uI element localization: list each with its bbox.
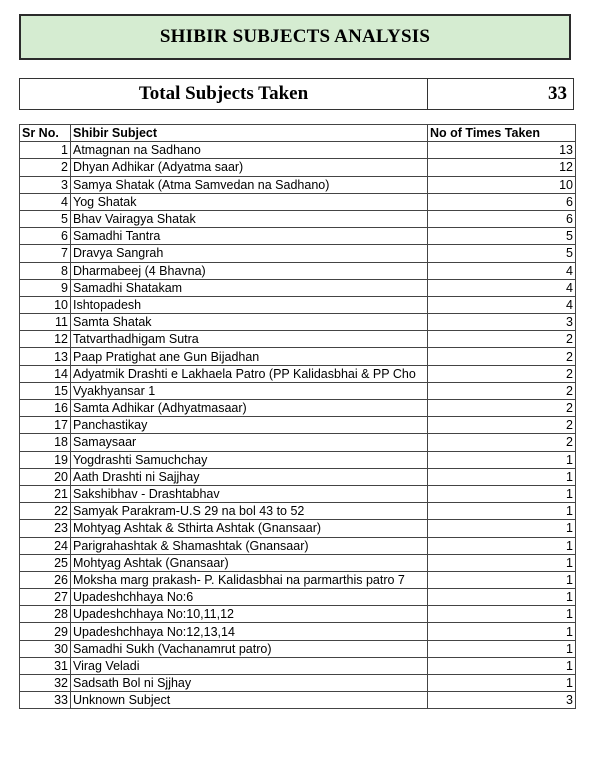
header-sr-no: Sr No. [20,125,71,142]
table-row [20,657,576,674]
row-times-taken: 1 [428,503,576,520]
row-subject: Panchastikay [71,417,428,434]
table-row [20,434,576,451]
row-subject: Samadhi Shatakam [71,279,428,296]
row-subject: Vyakhyansar 1 [71,382,428,399]
table-row [20,485,576,502]
table-row [20,331,576,348]
table-row [20,417,576,434]
row-subject: Virag Veladi [71,657,428,674]
row-subject: Samta Shatak [71,314,428,331]
row-sr-no: 8 [20,262,71,279]
row-subject: Samta Adhikar (Adhyatmasaar) [71,400,428,417]
row-subject: Yog Shatak [71,193,428,210]
row-times-taken: 1 [428,640,576,657]
row-times-taken: 2 [428,417,576,434]
row-subject: Samyak Parakram-U.S 29 na bol 43 to 52 [71,503,428,520]
row-sr-no: 10 [20,296,71,313]
table-row [20,296,576,313]
table-row [20,675,576,692]
row-sr-no: 20 [20,468,71,485]
table-row [20,245,576,262]
total-value: 33 [548,83,567,104]
table-row [20,554,576,571]
row-subject: Atmagnan na Sadhano [71,142,428,159]
row-times-taken: 1 [428,657,576,674]
table-row [20,537,576,554]
table-row [20,589,576,606]
header-times-taken: No of Times Taken [428,125,576,142]
row-subject: Upadeshchhaya No:10,11,12 [71,606,428,623]
row-times-taken: 5 [428,245,576,262]
row-subject: Dharmabeej (4 Bhavna) [71,262,428,279]
row-sr-no: 13 [20,348,71,365]
row-subject: Unknown Subject [71,692,428,709]
table-row [20,262,576,279]
row-subject: Parigrahashtak & Shamashtak (Gnansaar) [71,537,428,554]
row-times-taken: 2 [428,348,576,365]
row-sr-no: 16 [20,400,71,417]
row-sr-no: 24 [20,537,71,554]
row-subject: Mohtyag Ashtak (Gnansaar) [71,554,428,571]
row-sr-no: 33 [20,692,71,709]
row-sr-no: 11 [20,314,71,331]
row-subject: Dhyan Adhikar (Adyatma saar) [71,159,428,176]
table-row [20,640,576,657]
row-times-taken: 4 [428,262,576,279]
table-row [20,451,576,468]
row-times-taken: 1 [428,571,576,588]
row-sr-no: 7 [20,245,71,262]
row-sr-no: 26 [20,571,71,588]
table-row [20,400,576,417]
row-times-taken: 4 [428,296,576,313]
total-label: Total Subjects Taken [20,79,428,109]
row-sr-no: 14 [20,365,71,382]
row-sr-no: 30 [20,640,71,657]
row-sr-no: 6 [20,228,71,245]
row-sr-no: 4 [20,193,71,210]
row-subject: Bhav Vairagya Shatak [71,210,428,227]
row-subject: Paap Pratighat ane Gun Bijadhan [71,348,428,365]
row-sr-no: 28 [20,606,71,623]
row-times-taken: 1 [428,451,576,468]
row-sr-no: 15 [20,382,71,399]
row-times-taken: 1 [428,606,576,623]
row-sr-no: 23 [20,520,71,537]
table-row [20,193,576,210]
row-times-taken: 3 [428,314,576,331]
table-row [20,365,576,382]
row-times-taken: 5 [428,228,576,245]
row-subject: Mohtyag Ashtak & Sthirta Ashtak (Gnansaar) [71,520,428,537]
row-sr-no: 18 [20,434,71,451]
table-row [20,348,576,365]
row-subject: Upadeshchhaya No:6 [71,589,428,606]
row-sr-no: 21 [20,485,71,502]
row-times-taken: 2 [428,365,576,382]
row-subject: Adyatmik Drashti e Lakhaela Patro (PP Kalidasbhai & PP Cho [71,365,428,382]
table-row [20,382,576,399]
row-subject: Tatvarthadhigam Sutra [71,331,428,348]
row-sr-no: 5 [20,210,71,227]
row-times-taken: 13 [428,142,576,159]
row-subject: Samya Shatak (Atma Samvedan na Sadhano) [71,176,428,193]
row-times-taken: 1 [428,554,576,571]
row-times-taken: 10 [428,176,576,193]
row-sr-no: 32 [20,675,71,692]
row-subject: Aath Drashti ni Sajjhay [71,468,428,485]
row-sr-no: 29 [20,623,71,640]
table-row [20,520,576,537]
row-subject: Yogdrashti Samuchchay [71,451,428,468]
row-times-taken: 6 [428,193,576,210]
row-times-taken: 1 [428,468,576,485]
table-row [20,142,576,159]
table-row [20,159,576,176]
table-row [20,228,576,245]
row-sr-no: 17 [20,417,71,434]
row-subject: Ishtopadesh [71,296,428,313]
table-row [20,279,576,296]
subjects-table [19,124,576,709]
row-times-taken: 12 [428,159,576,176]
page-title: SHIBIR SUBJECTS ANALYSIS [19,14,571,60]
row-sr-no: 31 [20,657,71,674]
row-times-taken: 2 [428,434,576,451]
table-header-row [20,125,576,142]
table-row [20,623,576,640]
row-subject: Moksha marg prakash- P. Kalidasbhai na parmarthis patro 7 [71,571,428,588]
table-row [20,571,576,588]
table-row [20,176,576,193]
row-subject: Dravya Sangrah [71,245,428,262]
row-times-taken: 1 [428,485,576,502]
row-subject: Samadhi Sukh (Vachanamrut patro) [71,640,428,657]
row-times-taken: 1 [428,537,576,554]
row-times-taken: 4 [428,279,576,296]
row-sr-no: 1 [20,142,71,159]
row-times-taken: 2 [428,400,576,417]
header-subject: Shibir Subject [71,125,428,142]
table-row [20,503,576,520]
row-sr-no: 9 [20,279,71,296]
row-subject: Upadeshchhaya No:12,13,14 [71,623,428,640]
row-times-taken: 1 [428,675,576,692]
row-sr-no: 25 [20,554,71,571]
row-sr-no: 22 [20,503,71,520]
row-times-taken: 2 [428,331,576,348]
table-row [20,210,576,227]
row-times-taken: 1 [428,520,576,537]
row-subject: Sadsath Bol ni Sjjhay [71,675,428,692]
row-times-taken: 1 [428,589,576,606]
table-row [20,314,576,331]
row-times-taken: 3 [428,692,576,709]
row-subject: Samadhi Tantra [71,228,428,245]
row-times-taken: 6 [428,210,576,227]
row-times-taken: 1 [428,623,576,640]
row-sr-no: 2 [20,159,71,176]
row-sr-no: 19 [20,451,71,468]
total-summary [19,78,574,110]
row-sr-no: 27 [20,589,71,606]
table-row [20,692,576,709]
row-subject: Sakshibhav - Drashtabhav [71,485,428,502]
table-row [20,606,576,623]
row-sr-no: 3 [20,176,71,193]
table-row [20,468,576,485]
row-times-taken: 2 [428,382,576,399]
row-subject: Samaysaar [71,434,428,451]
row-sr-no: 12 [20,331,71,348]
